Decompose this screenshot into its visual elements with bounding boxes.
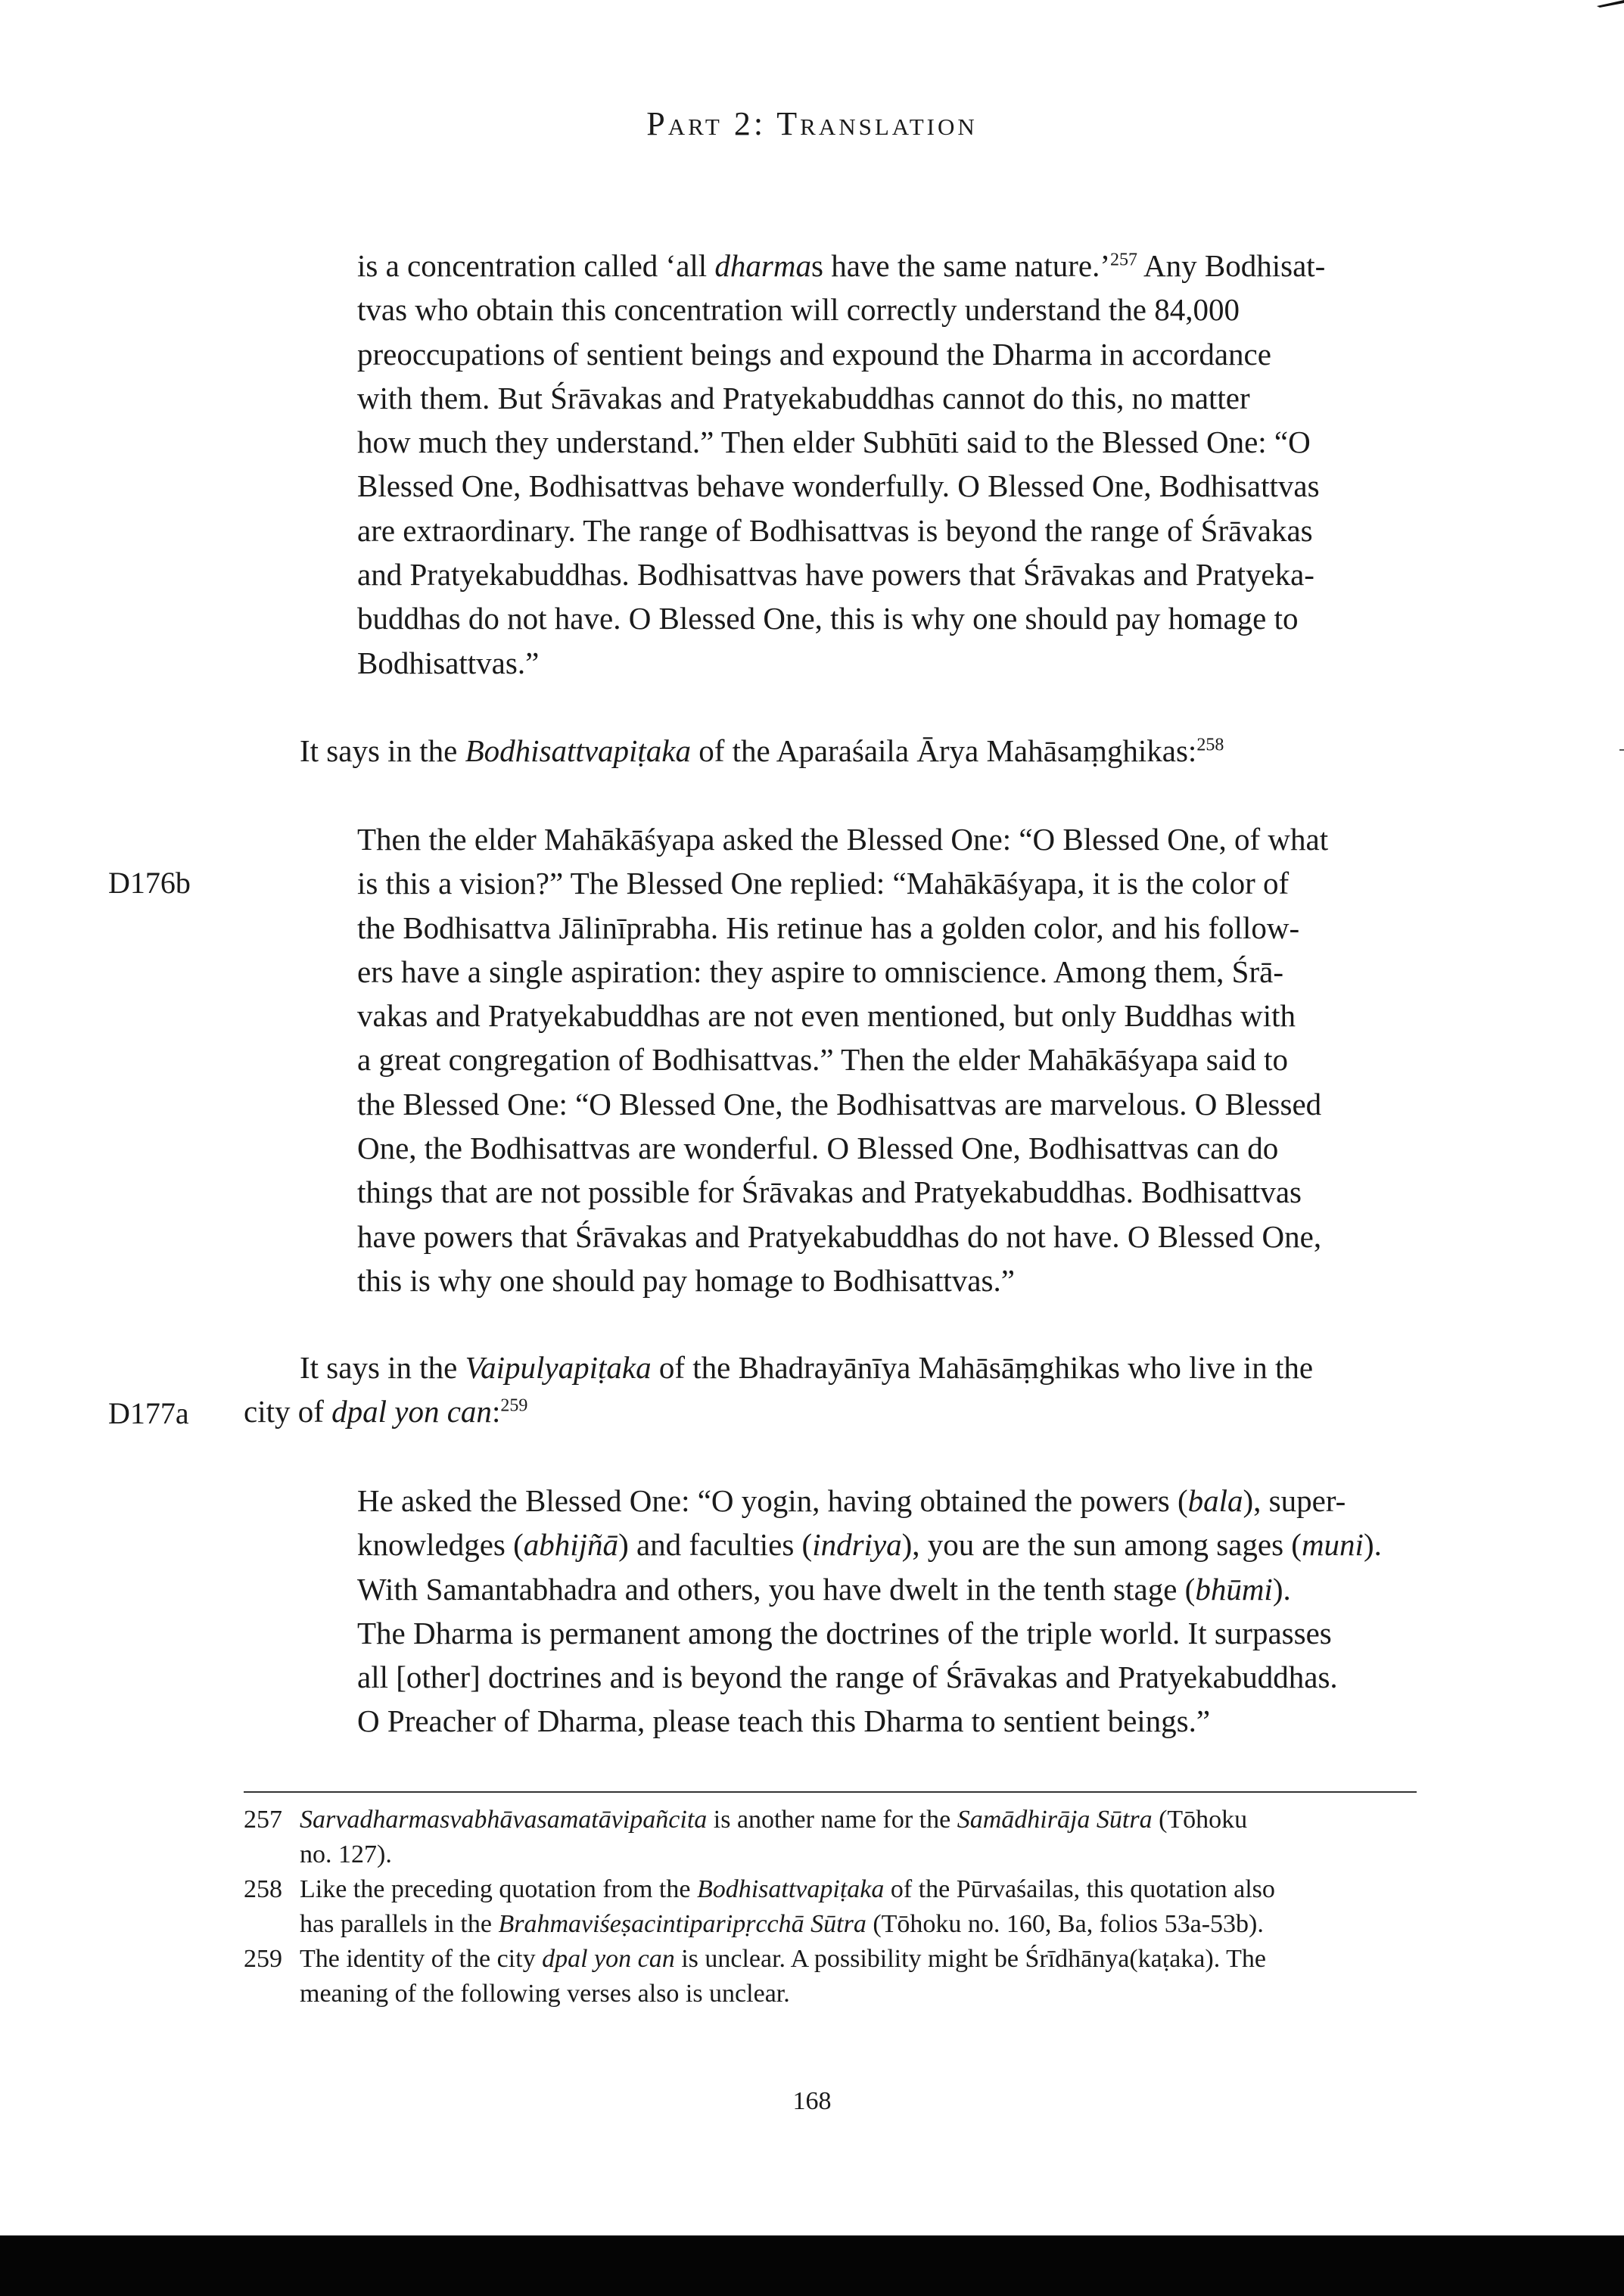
page-number: 168 [792,2087,832,2115]
footnote-ref-259[interactable]: 259 [500,1395,528,1416]
quote2-line-2: is this a vision?” The Blessed One replied: “Mahākāśyapa, it is the color of [357,866,1290,901]
para2-line-2: city of dpal yon can:$^{259}$ [244,1394,528,1429]
margin-folio-ref-d177a: D177a [108,1396,189,1430]
quote2-line-8: One, the Bodhisattvas are wonderful. O Blessed One, Bodhisattvas can do [357,1131,1279,1166]
quote2-line-1: Then the elder Mahākāśyapa asked the Blessed One: “O Blessed One, of what [357,822,1329,857]
body-paragraph-1: It says in the Bodhisattvapiṭaka of the Aparaśaila Ārya Mahāsaṃghikas:$^{258}$ [300,733,1224,768]
quote1-line-5: how much they understand.” Then elder Subhūti said to the Blessed One: “O [357,425,1311,460]
quote1-line-7: are extraordinary. The range of Bodhisattvas is beyond the range of Śrāvakas [357,512,1313,548]
quote2-line-5: vakas and Pratyekabuddhas are not even mentioned, but only Buddhas with [357,998,1296,1034]
body-paragraph-2 [244,1346,1417,1433]
quote2-line-9: things that are not possible for Śrāvakas and Pratyekabuddhas. Bodhisattvas [357,1174,1302,1210]
quote2-line-7: the Blessed One: “O Blessed One, the Bodhisattvas are marvelous. O Blessed [357,1086,1322,1122]
quotation-block-2 [357,817,1417,1302]
quote1-line-2: tvas who obtain this concentration will correctly understand the 84,000 [357,292,1240,328]
quote2-line-10: have powers that Śrāvakas and Pratyekabuddhas do not have. O Blessed One, [357,1218,1322,1254]
quote1-line-8: and Pratyekabuddhas. Bodhisattvas have powers that Śrāvakas and Pratyeka- [357,557,1314,593]
quote1-line-9: buddhas do not have. O Blessed One, this is why one should pay homage to [357,601,1299,636]
quote1-line-6: Blessed One, Bodhisattvas behave wonderfully. O Blessed One, Bodhisattvas [357,468,1320,504]
footnote-ref-257[interactable]: 257 [1110,250,1138,270]
footnote-ref-258[interactable]: 258 [1196,735,1224,755]
quotation-block-3 [357,1479,1417,1744]
scan-corner-mark [1597,0,1624,8]
footnote-257: 257 Sarvadharmasvabhāvasamatāvipañcita is another name for the Samādhirāja Sūtra (Tōhoku no. 127). [244,1806,1248,1868]
quote3-line-2: knowledges (abhijñā) and faculties (indriya), you are the sun among sages (muni). [357,1527,1382,1563]
footnote-separator [244,1791,1417,1793]
footnote-258: 258 Like the preceding quotation from the Bodhisattvapiṭaka of the Pūrvaśailas, this quotation also has parallels in the Brahmaviśeṣacintiparipṛcchā Sūtra (Tōhoku no. 160, Ba, folios 53a-53b). [244,1875,1275,1938]
quote1-line-3: preoccupations of sentient beings and expound the Dharma in accordance [357,336,1271,372]
quote2-line-3: the Bodhisattva Jālinīprabha. His retinue has a golden color, and his follow- [357,910,1300,945]
scan-edge-tick [1619,749,1624,751]
quote3-line-5: all [other] doctrines and is beyond the range of Śrāvakas and Pratyekabuddhas. [357,1660,1338,1695]
quote3-line-4: The Dharma is permanent among the doctrines of the triple world. It surpasses [357,1615,1332,1650]
quote1-line-1: is a concentration called ‘all dharmas have the same nature.’$^{257}$ Any Bodhisat- [357,248,1326,283]
quote1-line-4: with them. But Śrāvakas and Pratyekabuddhas cannot do this, no matter [357,380,1250,415]
scan-bottom-border [0,2235,1624,2296]
quote3-line-6: O Preacher of Dharma, please teach this Dharma to sentient beings.” [357,1703,1211,1739]
quote2-line-11: this is why one should pay homage to Bodhisattvas.” [357,1262,1015,1298]
quote1-line-10: Bodhisattvas.” [357,645,540,680]
margin-folio-ref-d176b: D176b [108,866,191,900]
quote3-line-3: With Samantabhadra and others, you have dwelt in the tenth stage (bhūmi). [357,1571,1291,1607]
footnote-259: 259 The identity of the city dpal yon can is unclear. A possibility might be Śrīdhānya(kaṭaka). The meaning of the following verses also is unclear. [244,1945,1266,2008]
running-header: Part 2: Translation [646,105,978,142]
quote2-line-4: ers have a single aspiration: they aspire to omniscience. Among them, Śrā- [357,954,1283,989]
quote2-line-6: a great congregation of Bodhisattvas.” Then the elder Mahākāśyapa said to [357,1042,1288,1078]
quote3-line-1: He asked the Blessed One: “O yogin, having obtained the powers (bala), super- [357,1483,1346,1518]
quotation-block-1 [357,244,1417,685]
para2-line-1: It says in the Vaipulyapiṭaka of the Bhadrayānīya Mahāsāṃghikas who live in the [300,1350,1314,1385]
